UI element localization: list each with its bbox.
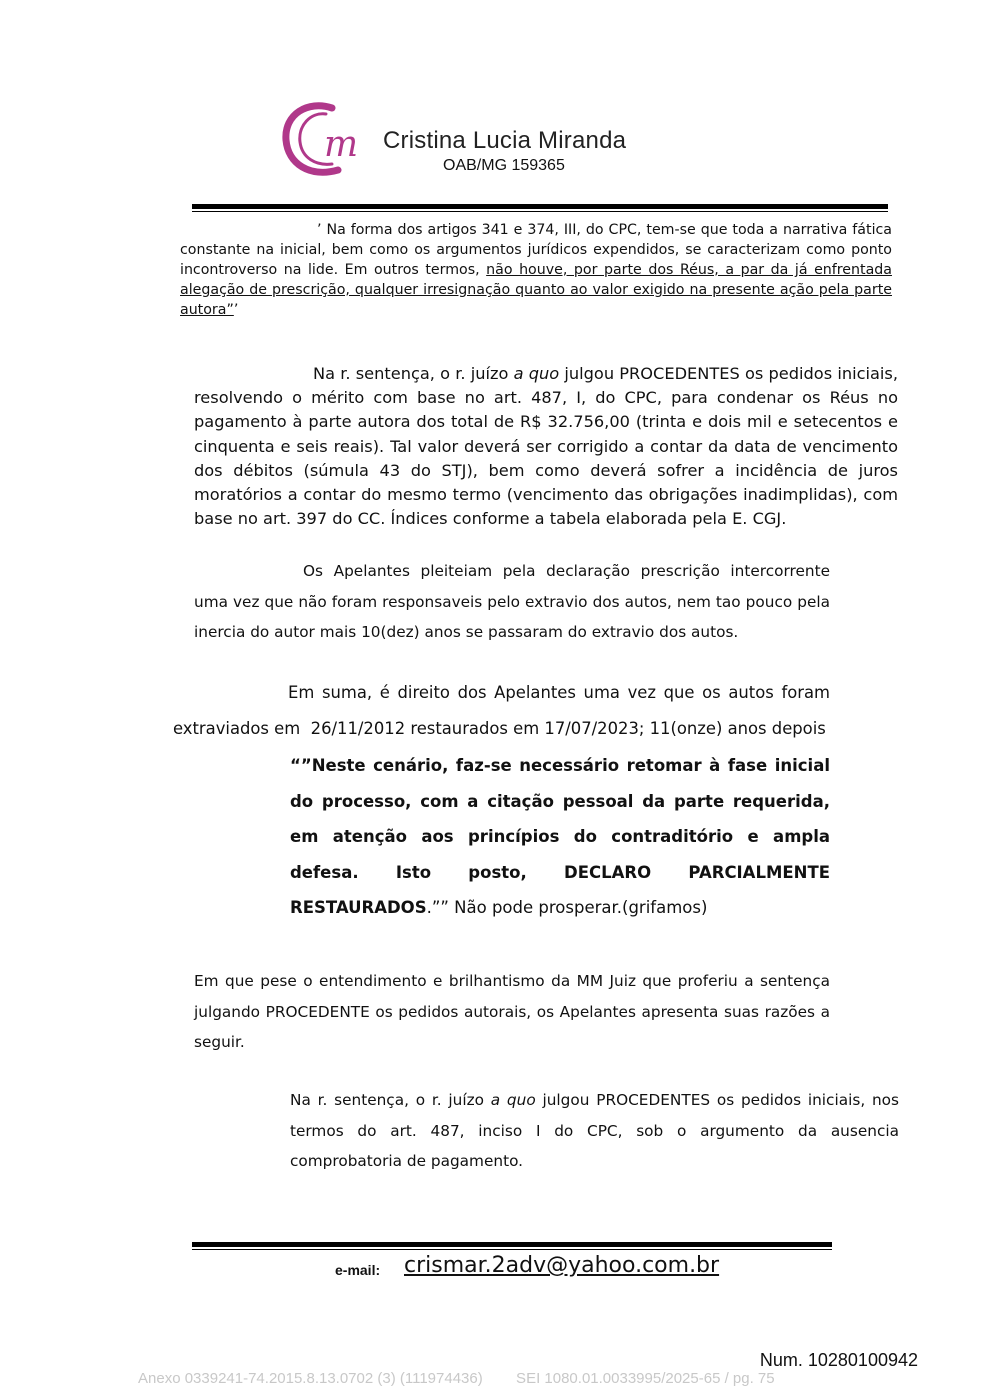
quote-block <box>290 748 830 926</box>
paragraph-cpc-articles <box>180 220 892 320</box>
paragraph-sentence <box>194 362 898 531</box>
paragraph-sentence-2-pre: Na r. sentença, o r. juízo <box>290 1091 491 1109</box>
paragraph-sentence-italic: a quo <box>513 364 560 383</box>
header-rule-thin <box>192 211 888 212</box>
email-link[interactable]: crismar.2adv@yahoo.com.br <box>404 1253 720 1278</box>
paragraph-cpc-lead: ’ Na forma dos artigos 341 e 374, III, do CPC, tem-se que toda a narrativa fática constante na inicial, bem como os argumentos jurídicos expendidos, se caracterizam como ponto incontroverso na lide. Em outros termos, <box>180 222 892 278</box>
footer-watermark: Anexo 0339241-74.2015.8.13.0702 (3) (111974436) SEI 1080.01.0033995/2025-65 / pg. 75 <box>138 1370 775 1387</box>
paragraph-summary-line2: extraviados em 26/11/2012 restaurados em 17/07/2023; 11(onze) anos depois <box>173 719 826 738</box>
paragraph-appeal-text: Em que pese o entendimento e brilhantismo da MM Juiz que proferiu a sentença julgando PROCEDENTE os pedidos autorais, os Apelantes apresenta suas razões a seguir. <box>194 972 830 1051</box>
paragraph-sentence-post: julgou PROCEDENTES os pedidos iniciais, resolvendo o mérito com base no art. 487, I, do CPC, para condenar os Réus no pagamento à parte autora dos total de R$ 32.756,00 (trinta e dois mil e setecentos e cinquenta e seis reais). Tal valor deverá ser corrigido a contar da data de vencimento dos débitos (súmula 43 do STJ), bem como deverá sofrer a incidência de juros moratórios a contar do mesmo termo (vencimento das obrigações inadimplidas), com base no art. 397 do CC. Índices conforme a tabela elaborada pela E. CGJ. <box>194 364 898 529</box>
paragraph-cpc-tail: ’ <box>233 302 239 318</box>
paragraph-sentence-2-italic: a quo <box>490 1091 536 1109</box>
paragraph-cpc-underlined: não houve, por parte dos Réus, a par da já enfrentada alegação de prescrição, qualquer irresignação quanto ao valor exigido na presente ação pela parte autora” <box>180 262 892 318</box>
logo-oab-number: OAB/MG 159365 <box>443 157 565 174</box>
logo-monogram <box>280 100 380 180</box>
paragraph-sentence-2 <box>290 1085 899 1177</box>
document-number: Num. 10280100942 <box>759 1350 918 1370</box>
paragraph-sentence-pre: Na r. sentença, o r. juízo <box>313 364 514 383</box>
logo-name: Cristina Lucia Miranda <box>383 127 627 154</box>
quote-bold-text: “”Neste cenário, faz-se necessário retomar à fase inicial do processo, com a citação pessoal da parte requerida, em atenção aos princípios do contraditório e ampla defesa. Isto posto, DECLARO PARCIALMENTE RESTAURADOS <box>290 756 830 917</box>
email-label: e-mail: <box>335 1262 381 1278</box>
paragraph-summary-line1: Em suma, é direito dos Apelantes uma vez que os autos foram <box>288 683 830 702</box>
quote-tail-text: .”” Não pode prosperar.(grifamos) <box>426 898 708 917</box>
header-rule <box>192 204 888 209</box>
footer-rule-thin <box>192 1249 832 1250</box>
paragraph-sentence-2-post: julgou PROCEDENTES os pedidos iniciais, nos termos do art. 487, inciso I do CPC, sob o argumento da ausencia comprobatoria de pagamento. <box>290 1091 899 1170</box>
paragraph-prescription-text: Os Apelantes pleiteiam pela declaração prescrição intercorrente uma vez que não foram responsaveis pelo extravio dos autos, nem tao pouco pela inercia do autor mais 10(dez) anos se passaram do extravio dos autos. <box>194 562 830 641</box>
paragraph-prescription <box>194 556 830 648</box>
footer-rule <box>192 1242 832 1247</box>
svg-text:m: m <box>324 124 359 165</box>
paragraph-appeal-reasons <box>194 966 830 1058</box>
